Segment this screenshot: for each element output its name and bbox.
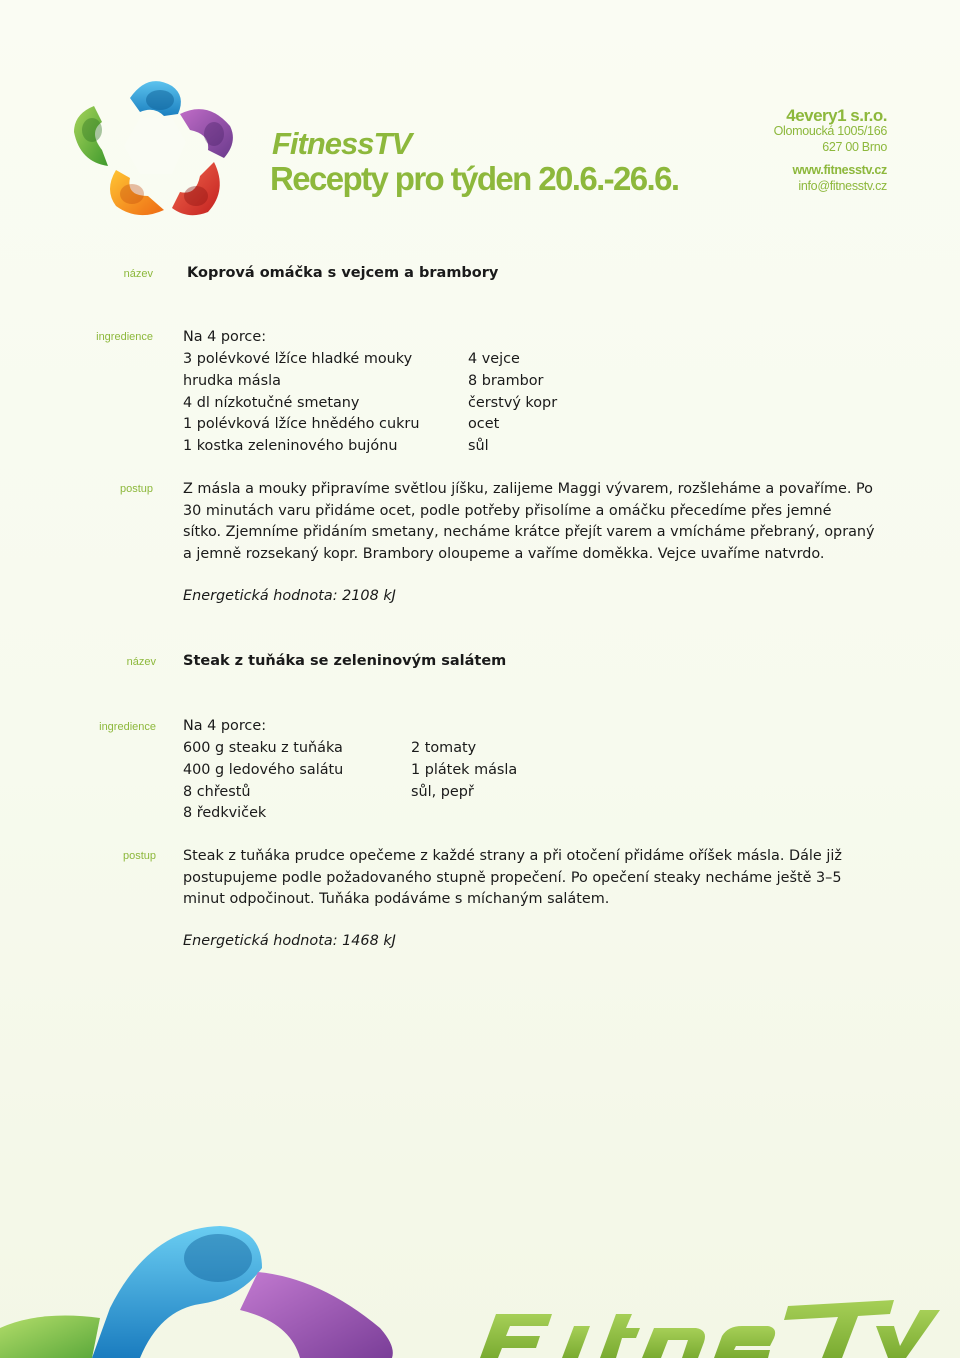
ingredient-item: 2 tomaty (411, 740, 477, 756)
fitnesstv-logo-footer-icon (0, 1218, 400, 1358)
ingredient-item: 8 brambor (468, 372, 544, 389)
fitnesstv-wordmark-footer (470, 1296, 940, 1358)
recipe-2-ingredients-left (183, 738, 343, 825)
ingredient-item: 8 ředkviček (183, 805, 267, 822)
ingredient-item: 1 plátek másla (411, 761, 518, 778)
recipe-1-servings: Na 4 porce: (183, 329, 267, 345)
recipe-2-method (183, 846, 883, 911)
ingredient-item: 1 kostka zeleninového bujónu (183, 438, 398, 455)
recipe-2-name-label: název (126, 656, 156, 668)
fitnesstv-logo-icon (68, 70, 240, 222)
recipe-2-servings: Na 4 porce: (183, 718, 267, 734)
ingredient-item: sůl, pepř (411, 783, 474, 800)
ingredient-item: 600 g steaku z tuňáka (183, 740, 343, 756)
company-city: 627 00 Brno (822, 140, 887, 154)
recipe-2-energy: Energetická hodnota: 1468 kJ (183, 933, 396, 949)
method-line: minut odpočinout. Tuňáka podáváme s míchaným salátem. (183, 891, 610, 908)
recipe-1-energy: Energetická hodnota: 2108 kJ (183, 588, 396, 604)
ingredient-item: 4 vejce (468, 351, 520, 367)
ingredient-item: 3 polévkové lžíce hladké mouky (183, 351, 413, 367)
recipe-1-method-label: postup (119, 483, 153, 495)
recipe-1-ingredients-left (183, 349, 419, 458)
company-street: Olomoucká 1005/166 (773, 124, 887, 138)
company-website-link[interactable]: www.fitnesstv.cz (792, 163, 887, 177)
recipe-1-method (183, 479, 883, 566)
recipe-2-ingredients-label: ingredience (99, 721, 156, 733)
ingredient-item: 8 chřestů (183, 783, 251, 800)
ingredient-item: sůl (468, 438, 489, 455)
ingredient-item: hrudka másla (183, 372, 281, 389)
ingredient-item: 1 polévková lžíce hnědého cukru (183, 416, 420, 433)
method-line: Steak z tuňáka prudce opečeme z každé strany a při otočení přidáme oříšek másla. Dále již (183, 848, 842, 864)
ingredient-item: 400 g ledového salátu (183, 761, 344, 778)
method-line: Z másla a mouky připravíme světlou jíšku, zalijeme Maggi vývarem, rozšleháme a povaříme. Po (183, 481, 873, 497)
company-email-link[interactable]: info@fitnesstv.cz (798, 179, 887, 193)
method-line: 30 minutách varu přidáme ocet, podle potřeby přisolíme a omáčku přecedíme přes jemné (183, 502, 832, 519)
method-line: a jemně rozsekaný kopr. Brambory oloupeme a vaříme doměkka. Vejce uvaříme natvrdo. (183, 546, 825, 563)
recipe-1-name-label: název (123, 268, 153, 280)
method-line: sítko. Zjemníme přidáním smetany, necháme krátce přejít varem a vmícháme přebraný, opraný (183, 524, 875, 541)
company-name: 4every1 s.r.o. (786, 106, 887, 125)
recipe-1-ingredients-label: ingredience (96, 331, 153, 343)
method-line: postupujeme podle požadovaného stupně propečení. Po opečení steaky necháme ještě 3–5 (183, 869, 842, 886)
recipe-1-title: Koprová omáčka s vejcem a brambory (187, 265, 499, 281)
recipe-2-ingredients-right (411, 738, 517, 803)
recipe-2-method-label: postup (122, 850, 156, 862)
page-title: Recepty pro týden 20.6.-26.6. (270, 160, 679, 197)
recipe-2-title: Steak z tuňáka se zeleninovým salátem (183, 653, 507, 669)
brand-name: FitnessTV (272, 126, 412, 161)
ingredient-item: ocet (468, 416, 500, 433)
ingredient-item: čerstvý kopr (468, 394, 558, 411)
recipe-1-ingredients-right (468, 349, 557, 458)
ingredient-item: 4 dl nízkotučné smetany (183, 394, 360, 411)
